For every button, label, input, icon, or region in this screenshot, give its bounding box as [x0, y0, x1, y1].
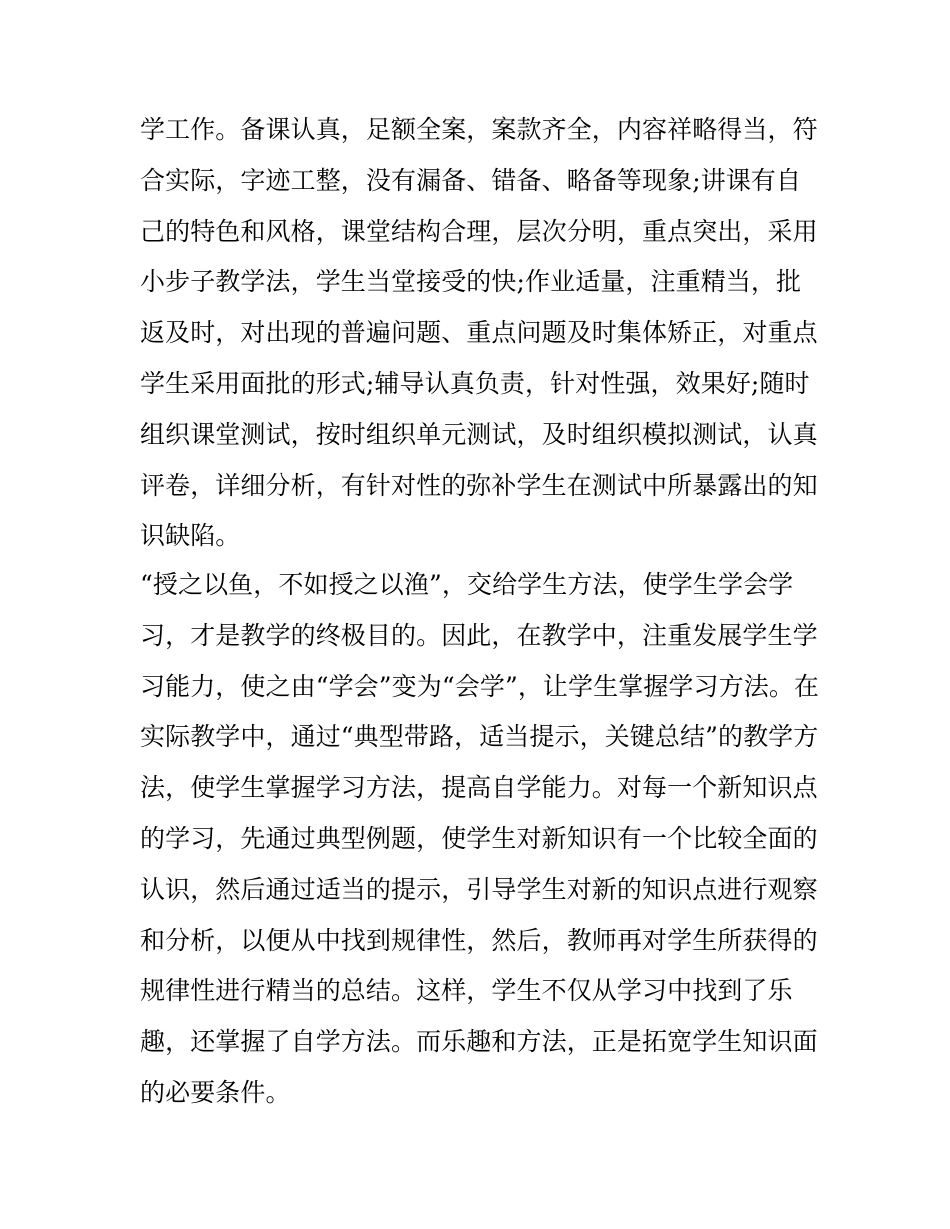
text-line: “授之以鱼，不如授之以渔”，交给学生方法，使学生学会学: [140, 570, 794, 599]
text-line: 返及时，对出现的普遍问题、重点问题及时集体矫正，对重点: [140, 318, 818, 348]
paragraph-teaching-method: [140, 567, 820, 1126]
text-line: 趣，还掌握了自学方法。而乐趣和方法，正是拓宽学生知识面: [140, 1027, 818, 1057]
text-line: 认识，然后通过适当的提示，引导学生对新的知识点进行观察: [140, 874, 818, 904]
text-line: 的学习，先通过典型例题，使学生对新知识有一个比较全面的: [140, 823, 818, 853]
text-line: 己的特色和风格，课堂结构合理，层次分明，重点突出，采用: [140, 216, 818, 246]
text-line: 和分析，以便从中找到规律性，然后，教师再对学生所获得的: [140, 925, 818, 955]
text-line: 规律性进行精当的总结。这样，学生不仅从学习中找到了乐: [140, 976, 793, 1006]
text-line: 实际教学中，通过“典型带路，适当提示，关键总结”的教学方: [140, 722, 819, 752]
text-line: 习，才是教学的终极目的。因此，在教学中，注重发展学生学: [140, 620, 818, 650]
text-line: 的必要条件。: [140, 1077, 291, 1107]
text-line: 识缺陷。: [140, 521, 241, 551]
text-line: 学工作。备课认真，足额全案，案款齐全，内容祥略得当，符: [140, 115, 818, 144]
text-line: 小步子教学法，学生当堂接受的快;作业适量，注重精当，批: [140, 267, 802, 297]
text-line: 组织课堂测试，按时组织单元测试，及时组织模拟测试，认真: [140, 419, 818, 449]
text-line: 学生采用面批的形式;辅导认真负责，针对性强，效果好;随时: [140, 368, 810, 398]
text-line: 评卷，详细分析，有针对性的弥补学生在测试中所暴露出的知: [140, 470, 818, 500]
text-line: 法，使学生掌握学习方法，提高自学能力。对每一个新知识点: [140, 773, 818, 803]
text-line: 习能力，使之由“学会”变为“会学”，让学生掌握学习方法。在: [140, 671, 820, 701]
paragraph-teaching-work: [140, 112, 820, 569]
text-line: 合实际，字迹工整，没有漏备、错备、略备等现象;讲课有自: [140, 165, 802, 195]
